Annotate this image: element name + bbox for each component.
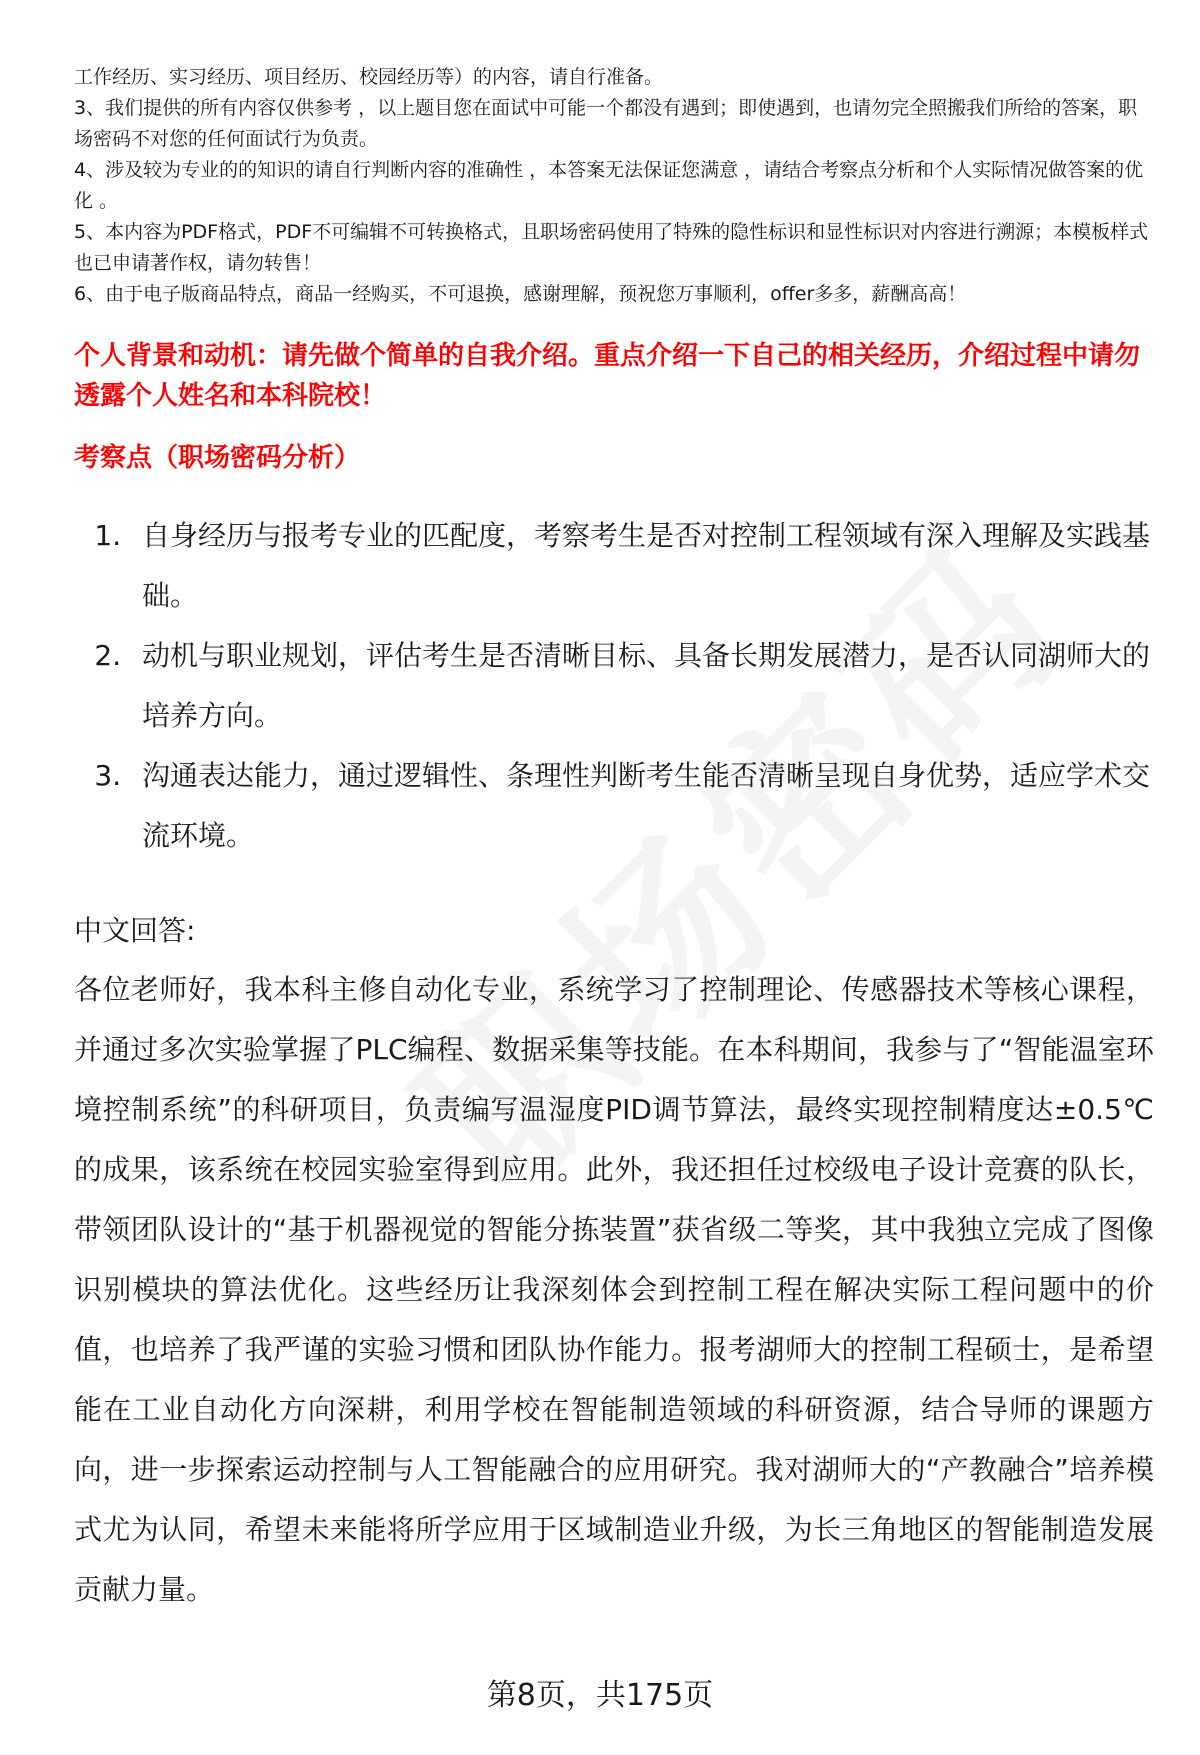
analysis-points bbox=[74, 506, 1154, 866]
note-line: 工作经历、实习经历、项目经历、校园经历等）的内容，请自行准备。 bbox=[74, 66, 664, 88]
note-line: 5、本内容为PDF格式，PDF不可编辑不可转换格式，且职场密码使用了特殊的隐性标识和显性标识对内容进行溯源；本模板样式也已申请著作权，请勿转售！ bbox=[74, 221, 1149, 274]
answer-text: 各位老师好，我本科主修自动化专业，系统学习了控制理论、传感器技术等核心课程，并通过多次实验掌握了PLC编程、数据采集等技能。在本科期间，我参与了“智能温室环境控制系统”的科研项目，负责编写温湿度PID调节算法，最终实现控制精度达±0.5℃的成果，该系统在校园实验室得到应用。此外，我还担任过校级电子设计竞赛的队长，带领团队设计的“基于机器视觉的智能分拣装置”获省级二等奖，其中我独立完成了图像识别模块的算法优化。这些经历让我深刻体会到控制工程在解决实际工程问题中的价值，也培养了我严谨的实验习惯和团队协作能力。报考湖师大的控制工程硕士，是希望能在工业自动化方向深耕，利用学校在智能制造领域的科研资源，结合导师的课题方向，进一步探索运动控制与人工智能融合的应用研究。我对湖师大的“产教融合”培养模式尤为认同，希望未来能将所学应用于区域制造业升级，为长三角地区的智能制造发展贡献力量。 bbox=[74, 973, 1154, 1606]
note-line: 6、由于电子版商品特点，商品一经购买，不可退换，感谢理解，预祝您万事顺利，offer多多，薪酬高高！ bbox=[74, 283, 967, 305]
analysis-point: 3. 沟通表达能力，通过逻辑性、条理性判断考生能否清晰呈现自身优势，适应学术交流环境。 bbox=[130, 746, 1154, 866]
notes-block bbox=[74, 62, 1154, 310]
analysis-point: 1. 自身经历与报考专业的匹配度，考察考生是否对控制工程领域有深入理解及实践基础。 bbox=[130, 506, 1154, 626]
question-heading: 个人背景和动机：请先做个简单的自我介绍。重点介绍一下自己的相关经历，介绍过程中请勿透露个人姓名和本科院校！ bbox=[74, 341, 1141, 411]
analysis-heading: 考察点（职场密码分析） bbox=[74, 443, 361, 473]
page-number: 第8页，共175页 bbox=[486, 1678, 714, 1713]
document-page bbox=[74, 62, 1154, 1620]
analysis-point: 2. 动机与职业规划，评估考生是否清晰目标、具备长期发展潜力，是否认同湖师大的培养方向。 bbox=[130, 626, 1154, 746]
answer-label: 中文回答: bbox=[74, 914, 196, 947]
note-line: 4、涉及较为专业的的知识的请自行判断内容的准确性 ，本答案无法保证您满意 ，请结合考察点分析和个人实际情况做答案的优化 。 bbox=[74, 159, 1144, 212]
note-line: 3、我们提供的所有内容仅供参考 ，以上题目您在面试中可能一个都没有遇到；即使遇到，也请勿完全照搬我们所给的答案，职场密码不对您的任何面试行为负责。 bbox=[74, 97, 1138, 150]
